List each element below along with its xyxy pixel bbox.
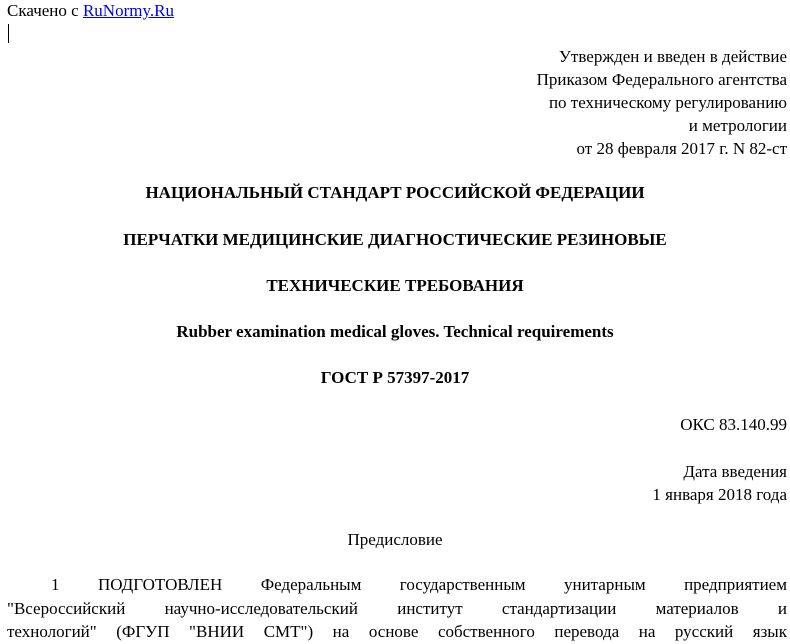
english-title: Rubber examination medical gloves. Technical requirements xyxy=(176,322,614,341)
text-cursor xyxy=(8,24,9,43)
source-line xyxy=(7,1,174,21)
approval-block xyxy=(537,45,787,160)
approval-line: от 28 февраля 2017 г. N 82-ст xyxy=(576,139,787,158)
approval-line: Приказом Федерального агентства xyxy=(536,70,787,89)
document-title: ПЕРЧАТКИ МЕДИЦИНСКИЕ ДИАГНОСТИЧЕСКИЕ РЕЗИНОВЫЕ xyxy=(123,230,667,249)
introduction-date: 1 января 2018 года xyxy=(652,485,787,504)
paragraph-line: технологий" (ФГУП "ВНИИ СМТ") на основе собственного перевода на русский язык xyxy=(7,622,787,641)
paragraph-line: "Всероссийский научно-исследовательский институт стандартизации материалов и xyxy=(7,598,787,618)
approval-line: по техническому регулированию xyxy=(548,93,787,112)
approval-line: и метрологии xyxy=(688,116,787,135)
approval-line: Утвержден и введен в действие xyxy=(558,47,787,66)
foreword-title: Предисловие xyxy=(347,530,443,549)
document-subtitle: ТЕХНИЧЕСКИЕ ТРЕБОВАНИЯ xyxy=(266,276,524,295)
foreword-paragraph xyxy=(7,573,787,644)
source-prefix: Скачено с xyxy=(7,1,83,20)
introduction-date-label: Дата введения xyxy=(683,462,787,481)
national-standard-heading: НАЦИОНАЛЬНЫЙ СТАНДАРТ РОССИЙСКОЙ ФЕДЕРАЦИИ xyxy=(145,183,645,202)
runormy-link[interactable]: RuNormy.Ru xyxy=(82,1,174,20)
oks-code: ОКС 83.140.99 xyxy=(680,415,787,434)
paragraph-line: 1 ПОДГОТОВЛЕН Федеральным государственным унитарным предприятием xyxy=(51,575,787,594)
gost-number: ГОСТ Р 57397-2017 xyxy=(320,368,470,387)
